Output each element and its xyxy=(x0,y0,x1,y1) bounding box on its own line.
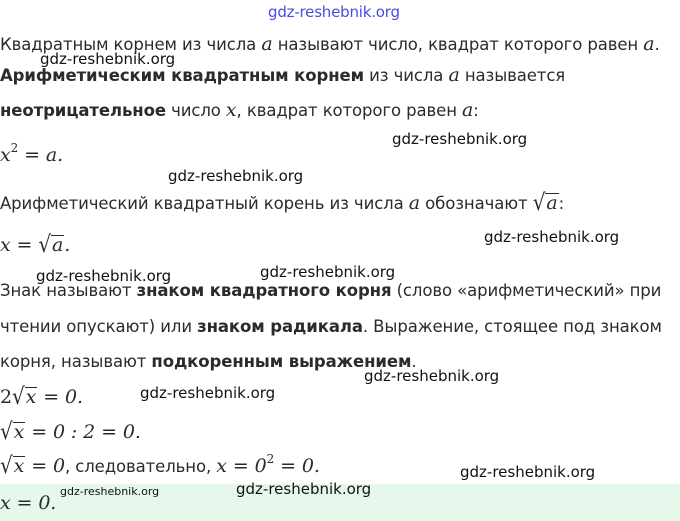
watermark: gdz-reshebnik.org xyxy=(40,50,176,68)
notation-line xyxy=(0,190,564,214)
text: . Выражение, стоящее под знаком xyxy=(362,317,662,336)
text: , квадрат которого равен xyxy=(236,101,463,120)
sqrt-symbol: √a xyxy=(532,188,558,216)
radicand: x xyxy=(13,421,25,443)
watermark: gdz-reshebnik.org xyxy=(60,485,160,498)
text: Арифметический квадратный корень из числа xyxy=(0,194,409,213)
var-a: a xyxy=(261,33,273,55)
text: Знак называют xyxy=(0,281,137,300)
watermark: gdz-reshebnik.org xyxy=(168,167,304,185)
text: чтении опускают) или xyxy=(0,317,198,336)
equation-2 xyxy=(0,419,141,443)
var-a: a xyxy=(408,192,421,214)
definition-line-3 xyxy=(0,99,479,121)
text: : xyxy=(473,101,479,120)
text: число xyxy=(165,101,226,120)
equation-1 xyxy=(0,384,83,408)
watermark: gdz-reshebnik.org xyxy=(392,130,528,148)
watermark: gdz-reshebnik.org xyxy=(36,267,172,285)
formula-x-squared xyxy=(0,142,63,166)
formula-rest: = a. xyxy=(18,144,64,166)
radicand: x xyxy=(25,386,37,408)
radical-line-2 xyxy=(0,317,662,336)
text: . xyxy=(654,35,660,54)
equation-rest: = 0. xyxy=(274,455,320,477)
formula-x-sqrt-a xyxy=(0,232,70,256)
radical-line-3 xyxy=(0,352,417,371)
var-a: a xyxy=(643,33,655,55)
answer-text: x = 0. xyxy=(0,492,57,514)
text: корня, называют xyxy=(0,352,152,371)
exponent: 2 xyxy=(266,452,275,466)
text: , следовательно, xyxy=(64,457,217,476)
equation-rest: = 0 xyxy=(226,455,267,477)
var-x: x xyxy=(0,144,11,166)
watermark: gdz-reshebnik.org xyxy=(364,367,500,385)
text: называется xyxy=(459,66,566,85)
text: : xyxy=(558,194,565,213)
radicand: x xyxy=(13,455,25,477)
text: называют число, квадрат которого равен xyxy=(272,35,644,54)
sqrt-symbol: √x xyxy=(0,417,25,445)
watermark: gdz-reshebnik.org xyxy=(140,384,276,402)
bold-term: неотрицательное xyxy=(0,101,166,120)
sqrt-symbol: √x xyxy=(12,382,37,410)
equation-rest: = 0 : 2 = 0. xyxy=(25,421,141,443)
bold-term: знаком радикала xyxy=(197,317,363,336)
equation-rest: = 0 xyxy=(25,455,65,477)
watermark: gdz-reshebnik.org xyxy=(260,263,396,281)
radicand: a xyxy=(51,234,64,256)
formula-lhs: x = xyxy=(0,234,39,256)
equation-3 xyxy=(0,453,320,477)
bold-term: знаком квадратного корня xyxy=(136,281,392,300)
coefficient: 2 xyxy=(0,386,12,408)
sqrt-symbol: √x xyxy=(0,451,25,479)
var-x: x xyxy=(225,99,237,121)
var-x: x xyxy=(216,455,227,477)
text: обозначают xyxy=(420,194,533,213)
exponent: 2 xyxy=(10,141,19,155)
watermark: gdz-reshebnik.org xyxy=(460,463,596,481)
equation-rest: = 0. xyxy=(37,386,83,408)
text: Квадратным корнем из числа xyxy=(0,35,262,54)
bold-term: Арифметическим квадратным корнем xyxy=(0,66,364,85)
formula-end: . xyxy=(64,234,71,256)
watermark-top: gdz-reshebnik.org xyxy=(268,3,400,21)
watermark: gdz-reshebnik.org xyxy=(484,228,620,246)
text: (слово «арифметический» при xyxy=(391,281,662,300)
watermark: gdz-reshebnik.org xyxy=(236,480,372,498)
var-a: a xyxy=(448,64,460,86)
sqrt-symbol: √a xyxy=(38,230,64,258)
text: . xyxy=(411,352,417,371)
bold-term: подкоренным выражением xyxy=(151,352,412,371)
text: из числа xyxy=(364,66,449,85)
var-a: a xyxy=(462,99,474,121)
radicand: a xyxy=(546,192,558,214)
answer-line xyxy=(0,490,56,514)
